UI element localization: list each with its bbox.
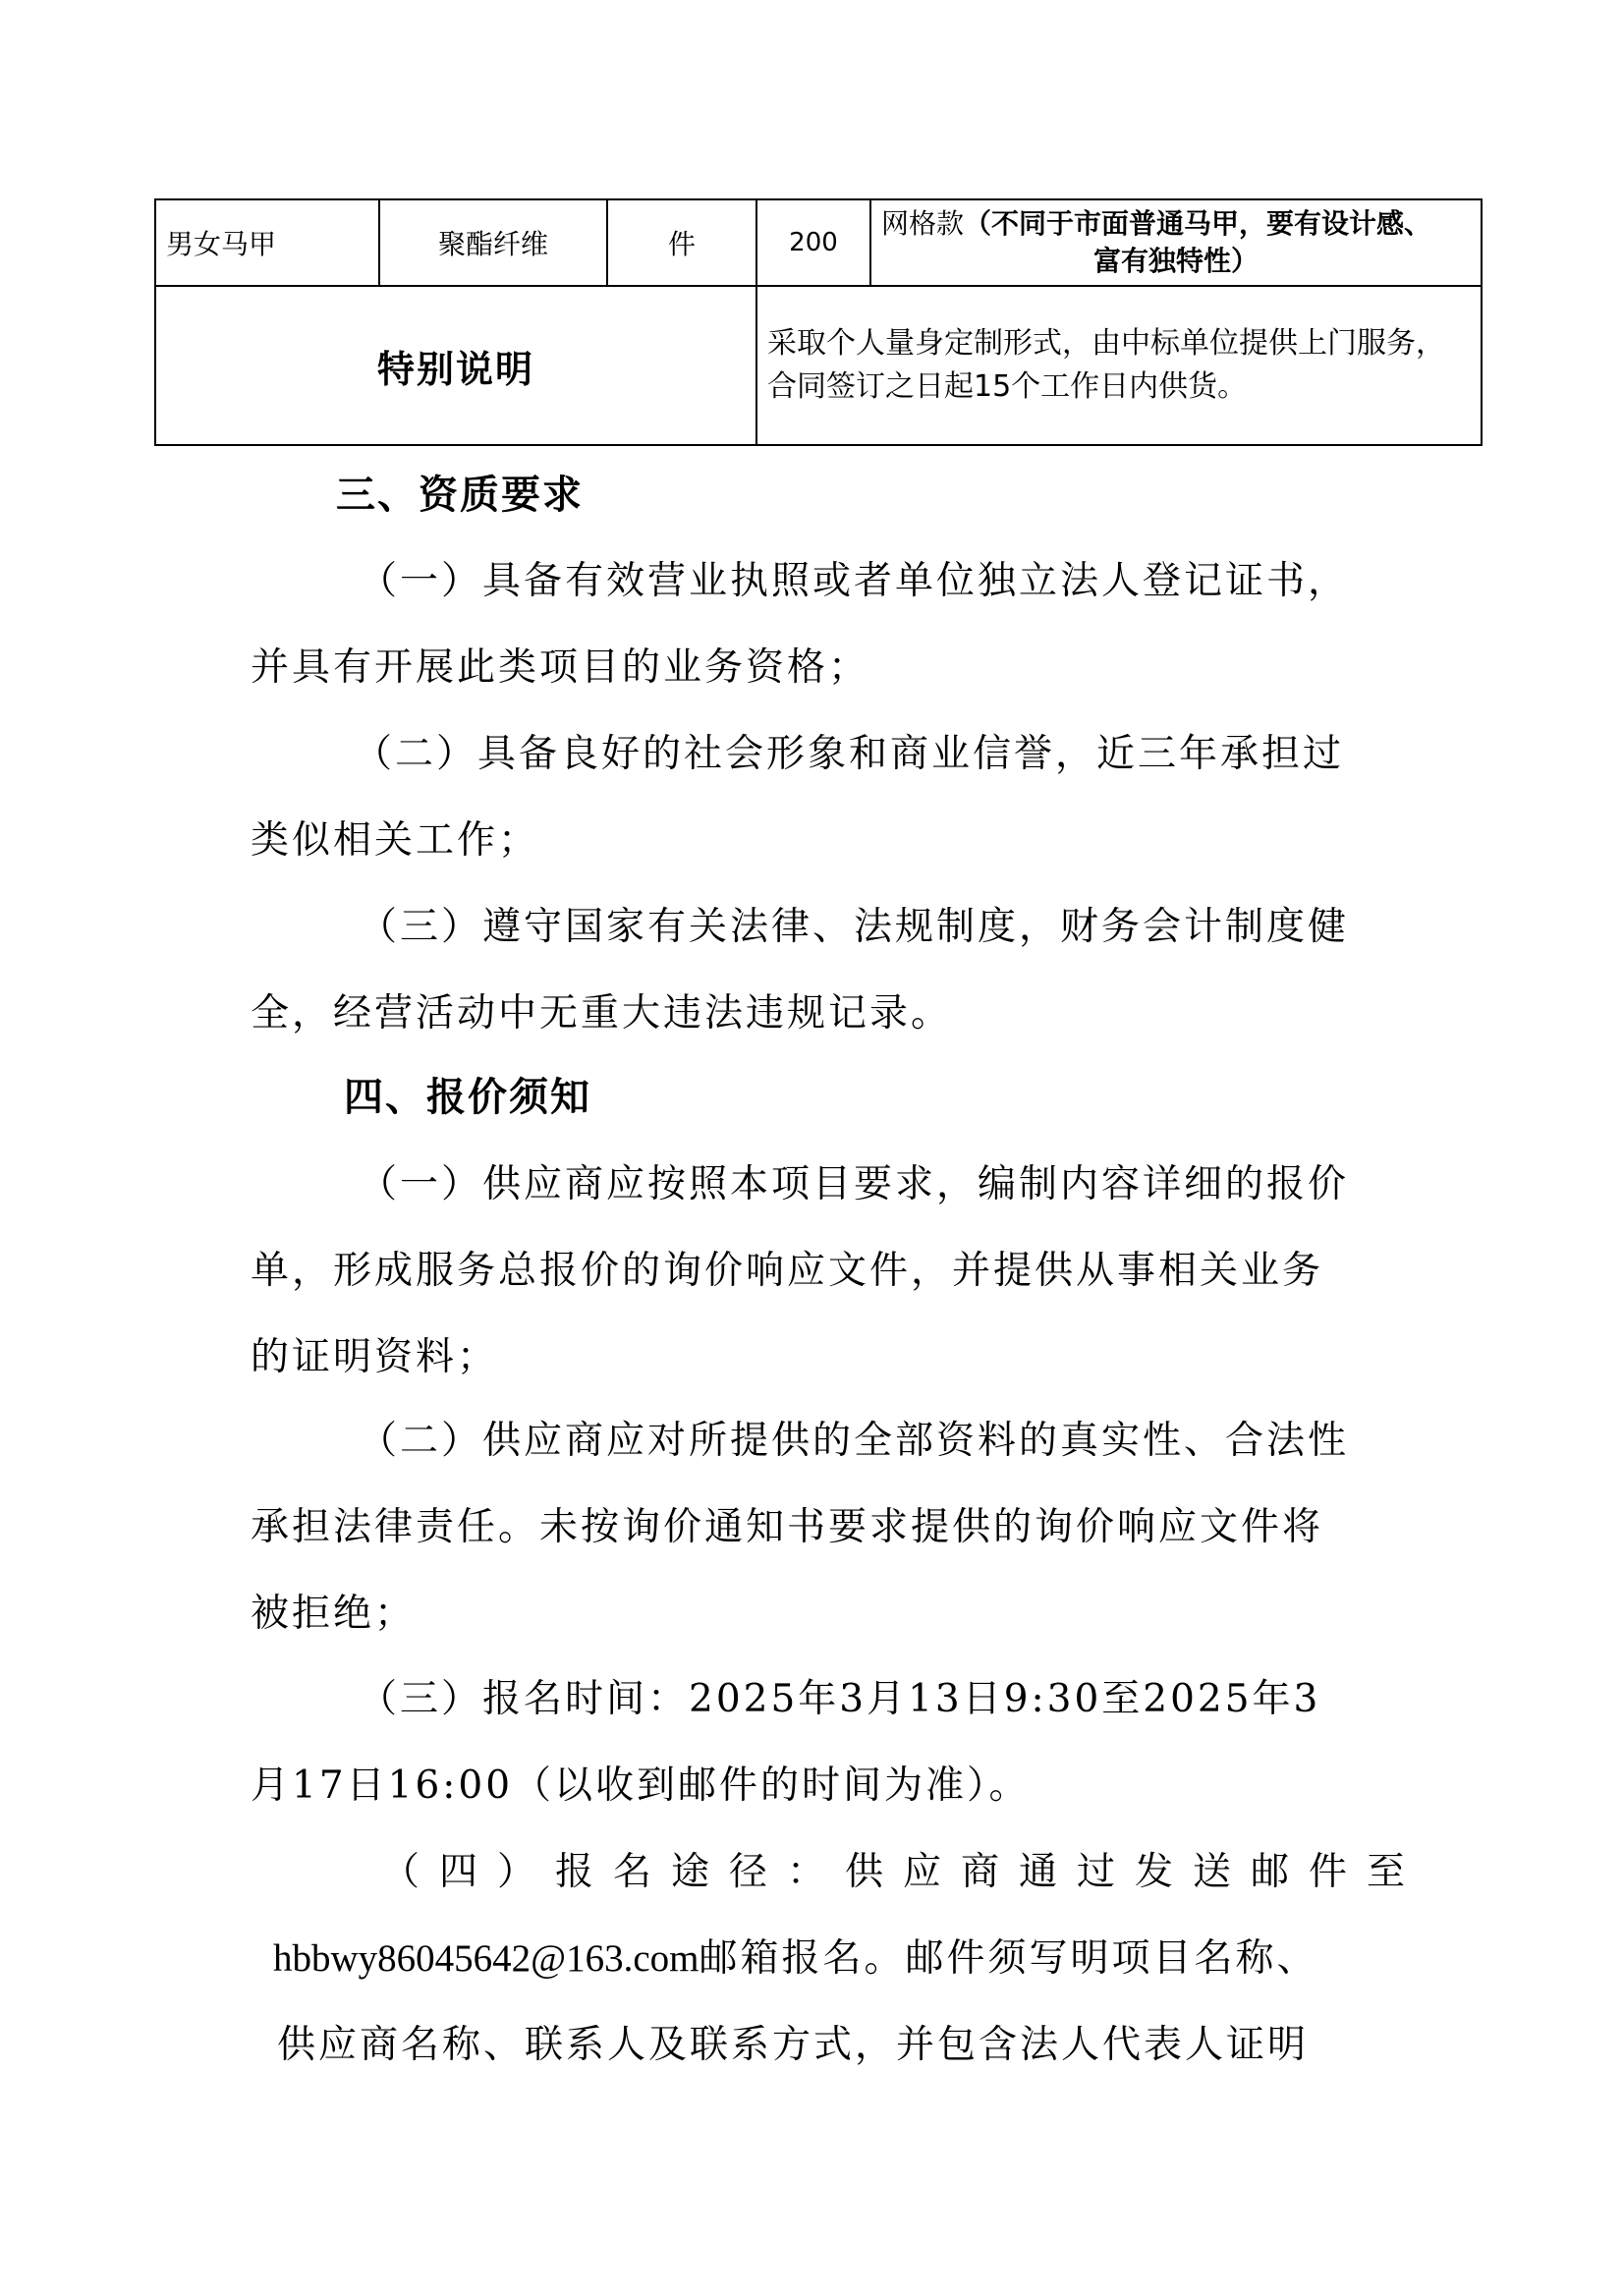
- section4-p1-line1: （一）供应商应按照本项目要求，编制内容详细的报价: [359, 1162, 1350, 1206]
- special-note-text: 采取个人量身定制形式，由中标单位提供上门服务，合同签订之日起15个工作日内供货。: [756, 286, 1482, 445]
- section4-p2-line3: 被拒绝；: [251, 1592, 417, 1636]
- section3-p3-line1: （三）遵守国家有关法律、法规制度，财务会计制度健: [359, 905, 1350, 949]
- contact-email: hbbwy86045642@163.com: [273, 1937, 700, 1980]
- section4-p1-line2: 单，形成服务总报价的询价响应文件，并提供从事相关业务: [251, 1249, 1324, 1293]
- table-row: [155, 199, 1482, 286]
- section3-heading: 三、资质要求: [336, 473, 584, 518]
- description-prefix: 网格款: [881, 207, 965, 240]
- section4-p2-line1: （二）供应商应对所提供的全部资料的真实性、合法性: [359, 1419, 1350, 1463]
- table-row: [155, 286, 1482, 445]
- section3-p3-line2: 全，经营活动中无重大违法违规记录。: [251, 991, 953, 1036]
- description-bold-line2: 富有独特性）: [1092, 245, 1259, 277]
- section4-p4-line2-rest: 邮箱报名。邮件须写明项目名称、: [699, 1936, 1318, 1981]
- section4-p4-line1: （四）报名途径：供应商通过发送邮件至: [381, 1850, 1426, 1894]
- item-name-cell: 男女马甲: [155, 199, 379, 286]
- material-cell: 聚酯纤维: [379, 199, 607, 286]
- section4-p2-line2: 承担法律责任。未按询价通知书要求提供的询价响应文件将: [251, 1505, 1324, 1549]
- unit-cell: 件: [607, 199, 756, 286]
- section4-p3-line2: 月17日16:00（以收到邮件的时间为准）。: [251, 1764, 1031, 1808]
- section4-heading: 四、报价须知: [344, 1075, 591, 1120]
- section3-p2-line2: 类似相关工作；: [251, 818, 540, 863]
- description-cell: [870, 199, 1482, 286]
- spec-table: [154, 198, 1483, 446]
- quantity-cell: 200: [756, 199, 870, 286]
- section4-p4-line3: 供应商名称、联系人及联系方式，并包含法人代表人证明: [277, 2023, 1310, 2067]
- section3-p2-line1: （二）具备良好的社会形象和商业信誉，近三年承担过: [354, 732, 1345, 776]
- description-bold-line1: （不同于市面普通马甲，要有设计感、: [964, 207, 1432, 240]
- section4-p1-line3: 的证明资料；: [251, 1335, 499, 1379]
- section4-p3-line1: （三）报名时间：2025年3月13日9:30至2025年3: [359, 1677, 1321, 1721]
- section3-p1-line1: （一）具备有效营业执照或者单位独立法人登记证书，: [359, 559, 1350, 603]
- special-note-label: 特别说明: [155, 286, 756, 445]
- section3-p1-line2: 并具有开展此类项目的业务资格；: [251, 645, 870, 690]
- section4-p4-line2: [273, 1928, 1411, 1983]
